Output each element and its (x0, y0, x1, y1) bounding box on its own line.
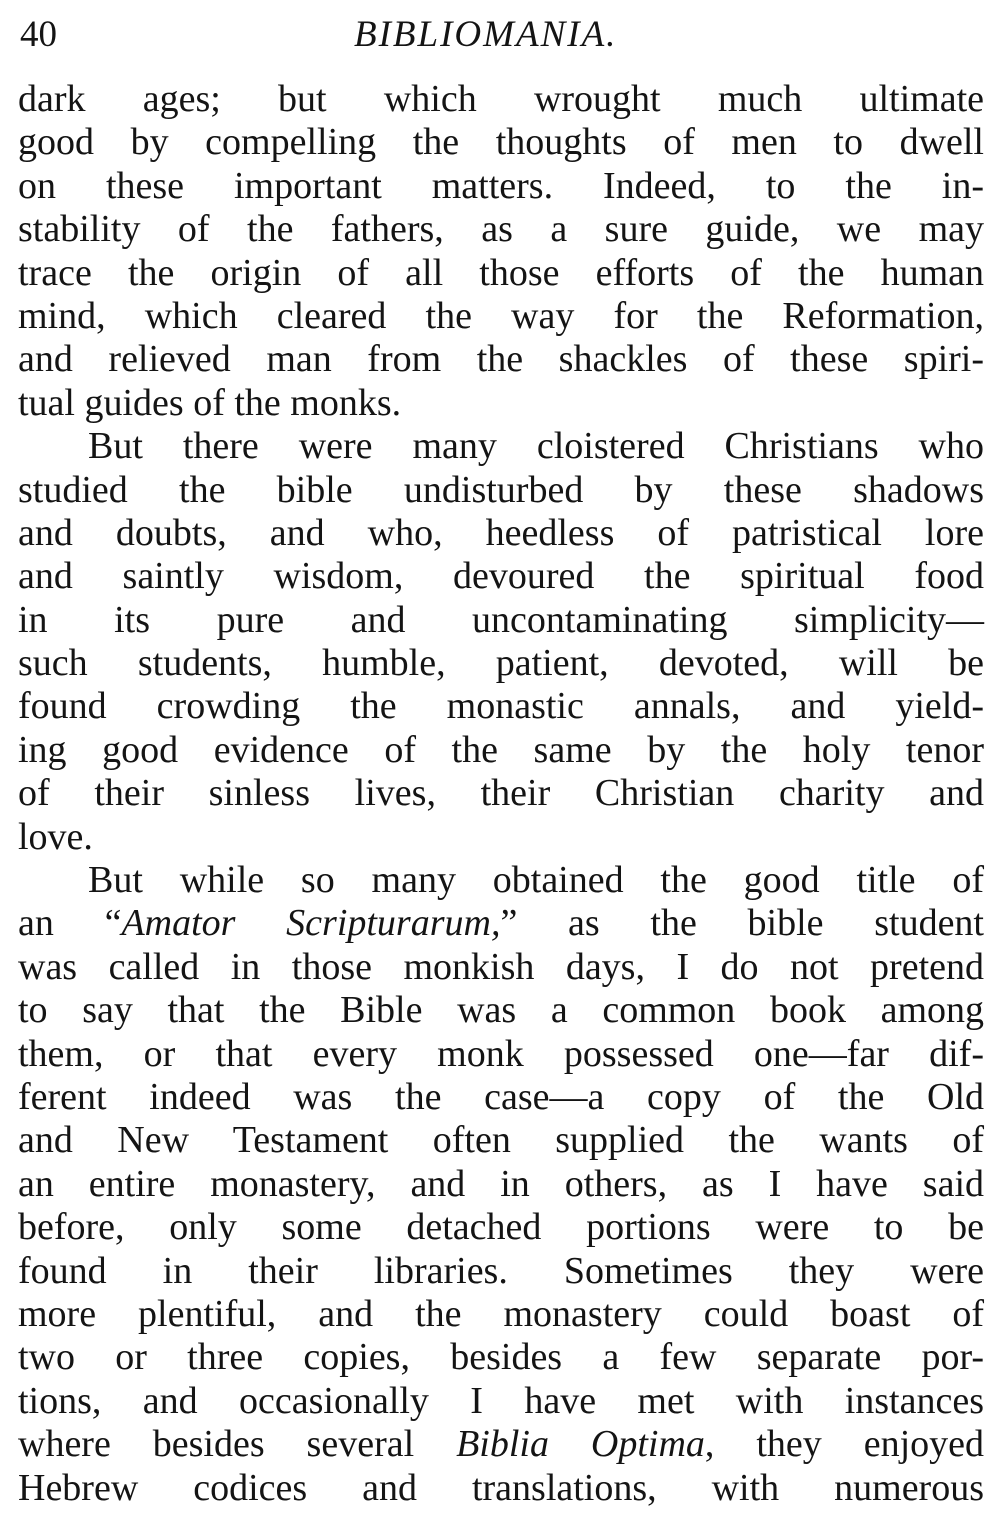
text-line (18, 1380, 984, 1423)
running-title: BIBLIOMANIA. (354, 14, 618, 55)
text-line (18, 685, 984, 728)
text-segment: tual guides of the monks. (18, 381, 402, 424)
text-segment: before, only some detached portions were to be (18, 1206, 984, 1249)
text-segment: in its pure and uncontaminating simplicity— (18, 598, 984, 641)
text-line (18, 859, 984, 902)
text-line (18, 642, 984, 685)
text-segment: and New Testament often supplied the wants of (18, 1119, 984, 1162)
text-segment: But while so many obtained the good title of (88, 859, 984, 902)
text-segment: mind, which cleared the way for the Reformation, (18, 294, 984, 337)
text-line (18, 599, 984, 642)
text-segment: where besides several (18, 1423, 457, 1466)
text-line (18, 512, 984, 555)
page-number: 40 (20, 14, 57, 55)
text-line (18, 425, 984, 468)
text-segment: to say that the Bible was a common book among (18, 989, 984, 1032)
text-segment: But there were many cloistered Christians who (88, 425, 984, 468)
text-line (18, 121, 984, 164)
italic-text: Amator Scripturarum, (121, 902, 501, 945)
text-segment: tions, and occasionally I have met with instances (18, 1379, 984, 1422)
text-segment: two or three copies, besides a few separate por- (18, 1336, 984, 1379)
text-segment: good by compelling the thoughts of men to dwell (18, 121, 984, 164)
text-line (18, 1336, 984, 1379)
text-line (18, 1250, 984, 1293)
text-segment: dark ages; but which wrought much ultimate (18, 78, 984, 120)
text-segment: more plentiful, and the monastery could boast of (18, 1292, 984, 1335)
text-segment: studied the bible undisturbed by these shadows (18, 468, 984, 511)
text-line (18, 382, 984, 425)
text-line (18, 816, 984, 859)
text-segment: on these important matters. Indeed, to the in- (18, 164, 984, 207)
text-segment: found in their libraries. Sometimes they were (18, 1249, 984, 1292)
page-header (20, 10, 984, 60)
text-line (18, 1423, 984, 1466)
text-segment: found crowding the monastic annals, and yield- (18, 685, 984, 728)
text-line (18, 295, 984, 338)
text-segment: such students, humble, patient, devoted, will be (18, 642, 984, 685)
text-line (18, 729, 984, 772)
text-line (18, 78, 984, 121)
text-line (18, 252, 984, 295)
text-line (18, 1076, 984, 1119)
text-line (18, 946, 984, 989)
text-segment: ” as the bible student (500, 902, 984, 945)
text-line (18, 208, 984, 251)
text-line (18, 165, 984, 208)
text-segment: of their sinless lives, their Christian charity and (18, 772, 984, 815)
text-segment: ing good evidence of the same by the holy tenor (18, 728, 984, 771)
text-segment: Hebrew codices and translations, with numerous (18, 1466, 984, 1509)
text-segment: stability of the fathers, as a sure guide, we may (18, 208, 984, 251)
text-line (18, 1206, 984, 1249)
text-segment: them, or that every monk possessed one—far dif- (18, 1032, 984, 1075)
text-segment: and saintly wisdom, devoured the spiritual food (18, 555, 984, 598)
text-segment: trace the origin of all those efforts of the human (18, 251, 984, 294)
text-segment: an entire monastery, and in others, as I have said (18, 1162, 984, 1205)
text-line (18, 989, 984, 1032)
text-line (18, 902, 984, 945)
text-line (18, 1467, 984, 1510)
text-line (18, 1033, 984, 1076)
text-line (18, 772, 984, 815)
text-segment: love. (18, 815, 93, 858)
text-line (18, 1119, 984, 1162)
text-line (18, 1163, 984, 1206)
italic-text: Biblia Optima (456, 1423, 705, 1466)
text-segment: was called in those monkish days, I do not pretend (18, 945, 984, 988)
text-line (18, 555, 984, 598)
text-segment: ferent indeed was the case—a copy of the Old (18, 1075, 984, 1118)
body-text (18, 78, 984, 1510)
text-line (18, 338, 984, 381)
text-segment: and doubts, and who, heedless of patristical lore (18, 511, 984, 554)
text-line (18, 1293, 984, 1336)
text-segment: and relieved man from the shackles of these spiri- (18, 338, 984, 381)
text-segment: , they enjoyed (704, 1423, 985, 1466)
text-line (18, 469, 984, 512)
text-segment: an “ (18, 902, 122, 945)
